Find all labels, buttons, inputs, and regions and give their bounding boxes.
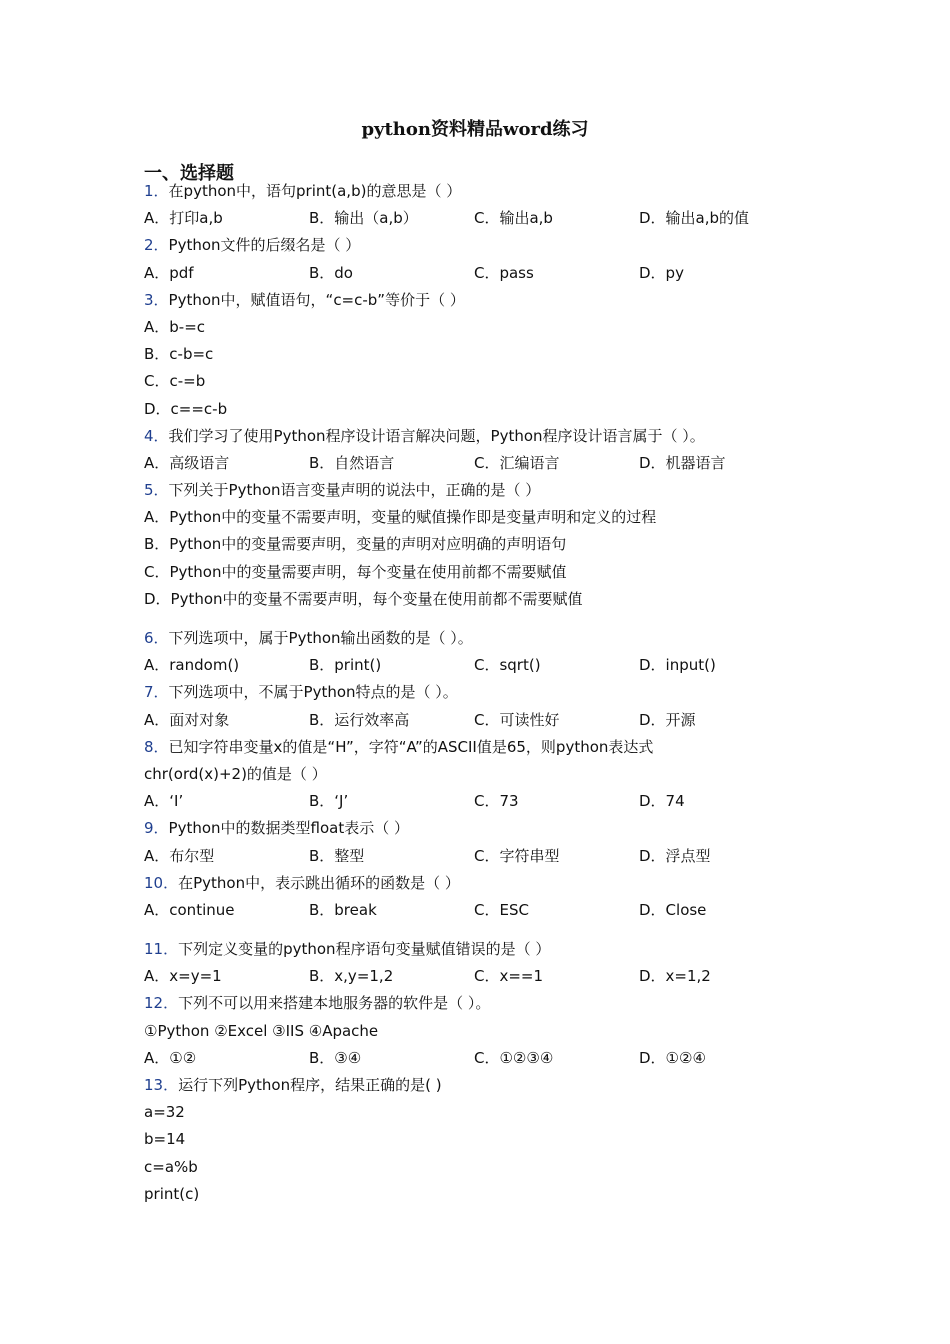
option-d: D．input() <box>639 656 716 675</box>
option-b: B．输出（a,b） <box>309 209 418 228</box>
option-a: A．b-=c <box>144 317 206 336</box>
question-number: 11． <box>144 940 179 959</box>
option-c: C．c-=b <box>144 372 206 391</box>
question-stem: 下列不可以用来搭建本地服务器的软件是（ ）。 <box>178 994 491 1013</box>
question-stem: 在Python中，表示跳出循环的函数是（ ） <box>178 873 460 892</box>
options-row <box>144 450 824 477</box>
options-row <box>144 843 824 870</box>
question-5 <box>144 477 824 504</box>
question-number: 1． <box>144 182 169 200</box>
question-stem: 在python中，语句print(a,b)的意思是（ ） <box>168 182 462 200</box>
options-row <box>144 897 824 924</box>
question-1 <box>144 178 824 205</box>
option-a: A．pdf <box>144 263 194 282</box>
option-b: B．整型 <box>309 846 365 865</box>
question-stem: 运行下列Python程序，结果正确的是( ) <box>178 1076 442 1094</box>
option-b: B．break <box>309 900 377 919</box>
option-c: C．可读性好 <box>474 710 560 729</box>
option-a: A．‘I’ <box>144 792 184 811</box>
option-c: C．73 <box>474 792 519 811</box>
option-b: B．x,y=1,2 <box>309 967 394 986</box>
options-row <box>144 205 824 232</box>
section-heading: 一、选择题 <box>144 163 234 184</box>
question-9 <box>144 815 824 842</box>
question-list <box>144 178 824 1208</box>
option-c: C．汇编语言 <box>474 453 560 472</box>
options-row <box>144 788 824 815</box>
option-a: A．random() <box>144 656 240 675</box>
question-number: 3． <box>144 290 169 309</box>
question-note: ①Python ②Excel ③IIS ④Apache <box>144 1021 379 1040</box>
question-stem: 下列定义变量的python程序语句变量赋值错误的是（ ） <box>178 940 551 959</box>
question-8 <box>144 734 824 761</box>
options-row <box>144 963 824 990</box>
code-line: print(c) <box>144 1184 200 1203</box>
option-c: C．pass <box>474 263 534 282</box>
code-line: c=a%b <box>144 1157 198 1176</box>
option-d: D．输出a,b的值 <box>639 209 750 228</box>
option-b: B．‘J’ <box>309 792 349 811</box>
option-b: B．Python中的变量需要声明，变量的声明对应明确的声明语句 <box>144 535 567 554</box>
question-13 <box>144 1072 824 1099</box>
question-number: 10． <box>144 873 179 892</box>
question-11 <box>144 936 824 963</box>
option-a: A．布尔型 <box>144 846 215 865</box>
option-d: D．机器语言 <box>639 453 726 472</box>
question-stem: 下列选项中，属于Python输出函数的是（ ）。 <box>168 629 473 647</box>
option-d: D．①②④ <box>639 1048 706 1067</box>
options-row <box>144 707 824 734</box>
options-row <box>144 260 824 287</box>
document-title: python资料精品word练习 <box>361 119 589 140</box>
options-row <box>144 1045 824 1072</box>
option-c: C．Python中的变量需要声明，每个变量在使用前都不需要赋值 <box>144 562 567 581</box>
option-a: A．①② <box>144 1048 197 1067</box>
option-c: C．x==1 <box>474 967 544 986</box>
question-10 <box>144 870 824 897</box>
option-b: B．print() <box>309 656 382 675</box>
code-line: a=32 <box>144 1103 185 1122</box>
option-d: D．浮点型 <box>639 846 711 865</box>
question-stem-continued: chr(ord(x)+2)的值是（ ） <box>144 764 327 783</box>
option-c: C．输出a,b <box>474 209 553 228</box>
question-3 <box>144 287 824 314</box>
option-d: D．x=1,2 <box>639 967 711 986</box>
question-stem: Python文件的后缀名是（ ） <box>168 236 361 255</box>
option-d: D．c==c-b <box>144 399 228 418</box>
option-a: A．打印a,b <box>144 209 223 228</box>
question-number: 2． <box>144 236 169 255</box>
option-d: D．74 <box>639 792 685 811</box>
question-number: 7． <box>144 683 169 702</box>
question-number: 12． <box>144 994 179 1013</box>
option-d: D．Python中的变量不需要声明，每个变量在使用前都不需要赋值 <box>144 589 583 608</box>
question-stem: 下列关于Python语言变量声明的说法中，正确的是（ ） <box>168 481 541 500</box>
question-stem: 我们学习了使用Python程序设计语言解决问题，Python程序设计语言属于（ ）。 <box>168 426 705 445</box>
option-d: D．py <box>639 263 684 282</box>
question-2 <box>144 232 824 259</box>
option-b: B．运行效率高 <box>309 710 410 729</box>
option-b: B．c-b=c <box>144 345 214 364</box>
question-stem: Python中，赋值语句，“c=c-b”等价于（ ） <box>168 290 465 309</box>
option-d: D．Close <box>639 900 707 919</box>
code-line: b=14 <box>144 1130 186 1149</box>
options-row <box>144 652 824 679</box>
question-stem: 已知字符串变量x的值是“H”，字符“A”的ASCII值是65，则python表达式 <box>168 737 654 756</box>
question-number: 4． <box>144 426 169 445</box>
option-c: C．字符串型 <box>474 846 560 865</box>
question-number: 13． <box>144 1076 179 1094</box>
question-number: 8． <box>144 737 169 756</box>
option-a: A．x=y=1 <box>144 967 222 986</box>
question-12 <box>144 990 824 1017</box>
question-number: 9． <box>144 819 169 838</box>
question-4 <box>144 423 824 450</box>
option-c: C．sqrt() <box>474 656 541 675</box>
option-c: C．ESC <box>474 900 529 919</box>
option-b: B．do <box>309 263 353 282</box>
option-a: A．continue <box>144 900 235 919</box>
option-d: D．开源 <box>639 710 696 729</box>
question-stem: 下列选项中，不属于Python特点的是（ ）。 <box>168 683 458 702</box>
option-a: A．面对对象 <box>144 710 230 729</box>
question-number: 6． <box>144 629 169 647</box>
option-c: C．①②③④ <box>474 1048 554 1067</box>
question-6 <box>144 625 824 652</box>
option-b: B．③④ <box>309 1048 362 1067</box>
option-b: B．自然语言 <box>309 453 395 472</box>
question-7 <box>144 679 824 706</box>
question-stem: Python中的数据类型float表示（ ） <box>168 819 410 838</box>
question-number: 5． <box>144 481 169 500</box>
option-a: A．高级语言 <box>144 453 230 472</box>
option-a: A．Python中的变量不需要声明，变量的赋值操作即是变量声明和定义的过程 <box>144 508 657 527</box>
